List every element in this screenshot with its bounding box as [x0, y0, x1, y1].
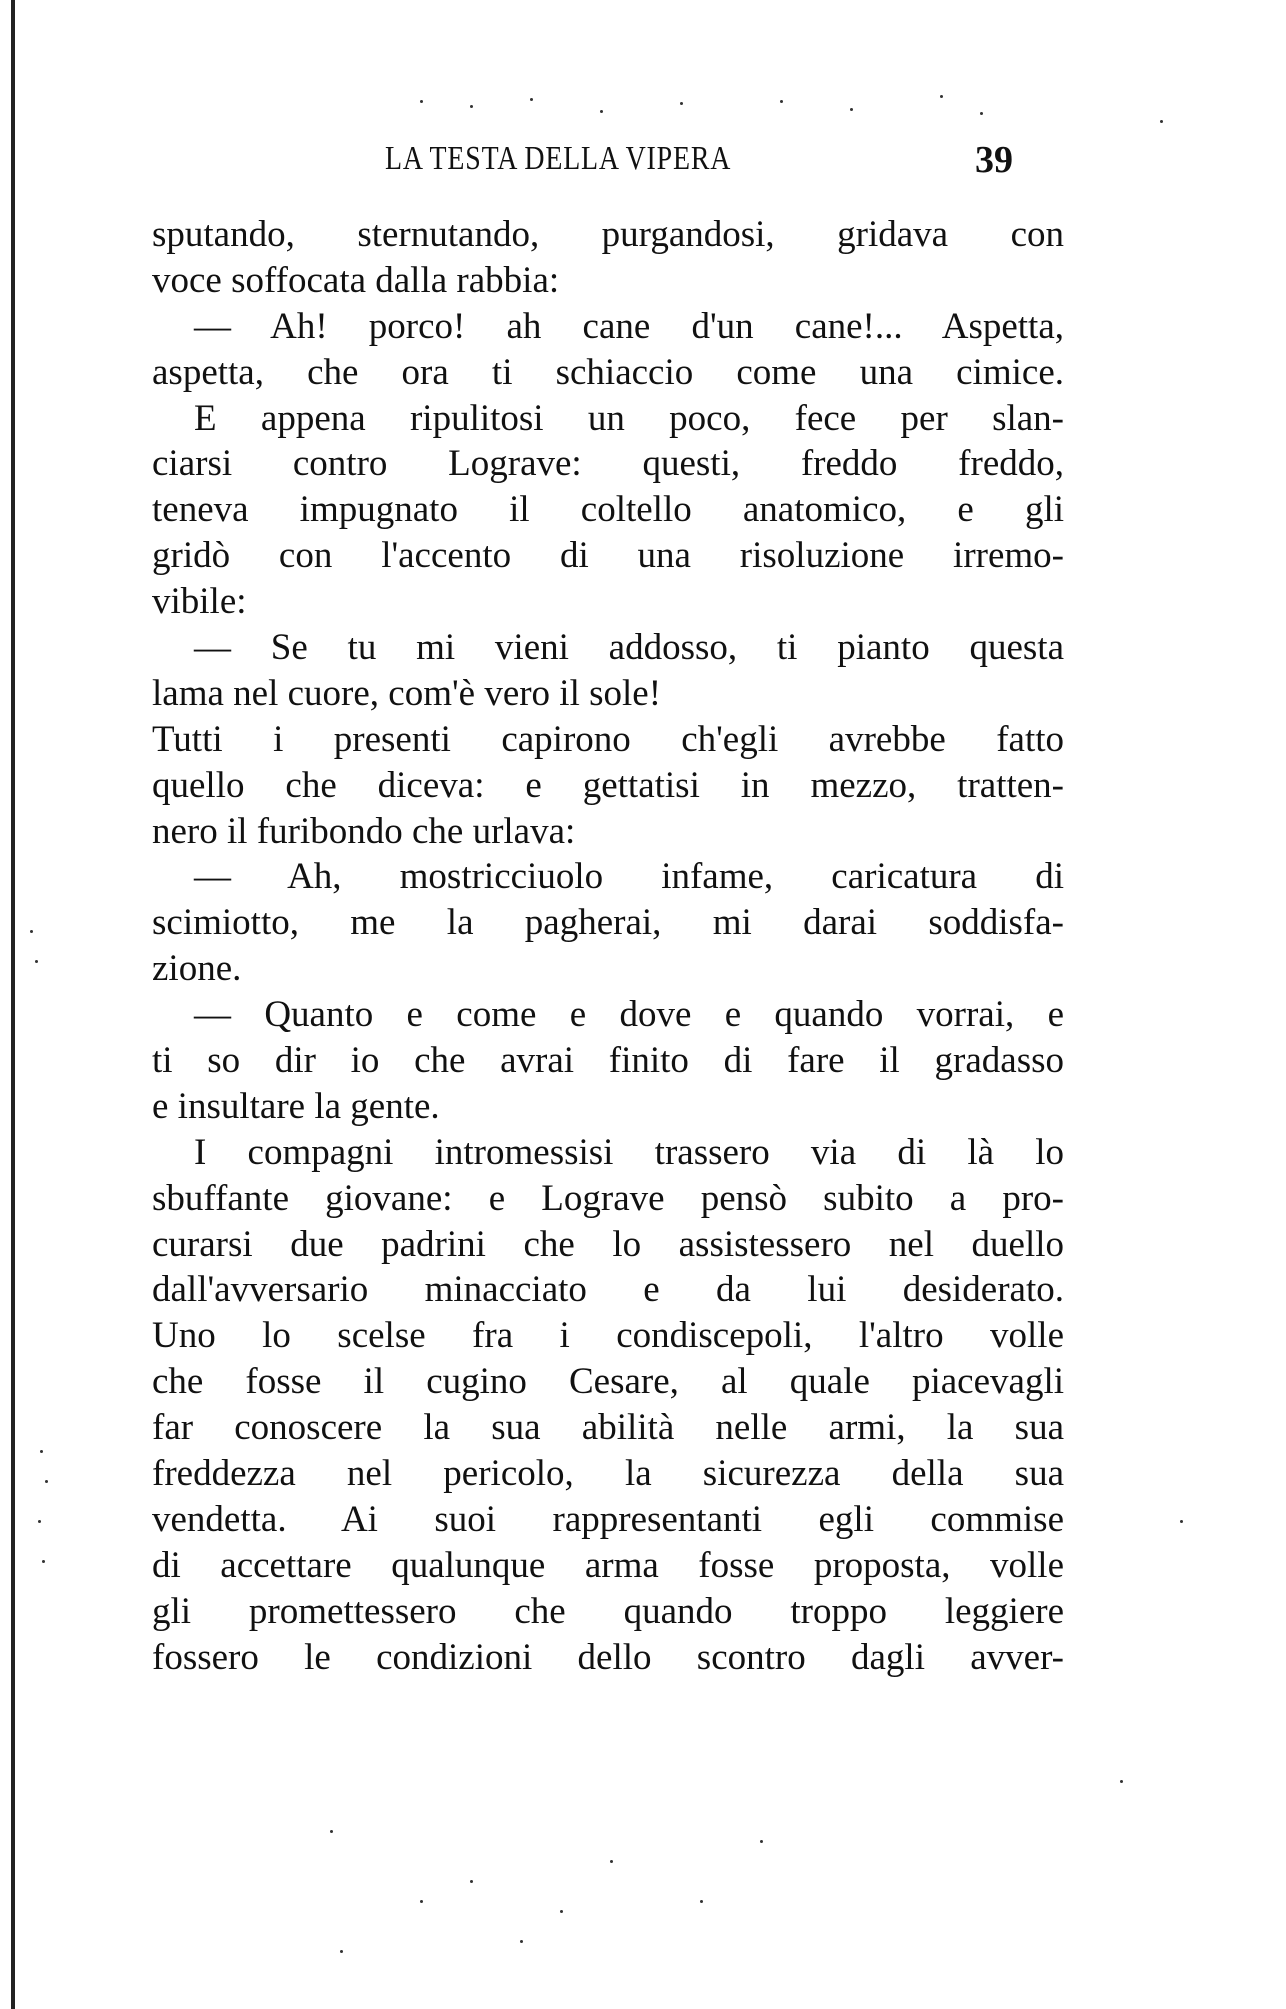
text-line: far conoscere la sua abilità nelle armi, la sua — [152, 1407, 1064, 1449]
text-line: — Quanto e come e dove e quando vorrai, e — [194, 994, 1064, 1036]
text-line: zione. — [152, 948, 242, 990]
speck — [420, 100, 423, 103]
speck — [780, 100, 783, 103]
speck — [520, 1940, 523, 1943]
text-line: aspetta, che ora ti schiaccio come una cimice. — [152, 351, 1064, 393]
text-line: teneva impugnato il coltello anatomico, e gli — [152, 489, 1064, 531]
text-line: freddezza nel pericolo, la sicurezza della sua — [152, 1453, 1064, 1495]
text-line: fossero le condizioni dello scontro dagli avver- — [152, 1636, 1064, 1678]
speck — [35, 960, 38, 963]
text-line: e insultare la gente. — [152, 1085, 440, 1127]
speck — [42, 1560, 45, 1563]
body-text — [152, 212, 1064, 1681]
speck — [1120, 1780, 1123, 1783]
text-line: Tutti i presenti capirono ch'egli avrebbe fatto — [152, 718, 1064, 760]
text-line: I compagni intromessisi trassero via di là lo — [194, 1131, 1064, 1173]
page-number: 39 — [975, 139, 1013, 181]
text-line: di accettare qualunque arma fosse proposta, volle — [152, 1544, 1064, 1586]
text-line: voce soffocata dalla rabbia: — [152, 259, 560, 301]
speck — [680, 102, 683, 105]
speck — [38, 1520, 41, 1523]
text-line: scimiotto, me la pagherai, mi darai soddisfa- — [152, 902, 1064, 944]
text-line: dall'avversario minacciato e da lui desiderato. — [152, 1269, 1064, 1311]
text-line: — Se tu mi vieni addosso, ti pianto questa — [194, 627, 1064, 669]
speck — [530, 98, 533, 101]
text-line: — Ah! porco! ah cane d'un cane!... Aspetta, — [194, 305, 1064, 347]
speck — [980, 112, 983, 115]
speck — [30, 930, 33, 933]
text-line: sputando, sternutando, purgandosi, gridava con — [152, 214, 1064, 255]
speck — [40, 1450, 43, 1453]
speck — [1160, 120, 1163, 123]
text-line: che fosse il cugino Cesare, al quale piacevagli — [152, 1361, 1064, 1403]
speck — [420, 1900, 423, 1903]
text-line: — Ah, mostricciuolo infame, caricatura di — [194, 856, 1064, 898]
scan-page-edge — [11, 0, 15, 2009]
speck — [940, 95, 943, 98]
speck — [45, 1480, 48, 1483]
speck — [850, 108, 853, 111]
text-line: vendetta. Ai suoi rappresentanti egli commise — [152, 1498, 1064, 1540]
speck — [610, 1860, 613, 1863]
text-line: gridò con l'accento di una risoluzione irremo- — [152, 535, 1064, 577]
text-line: sbuffante giovane: e Lograve pensò subito a pro- — [152, 1177, 1064, 1219]
speck — [470, 105, 473, 108]
text-line: E appena ripulitosi un poco, fece per slan- — [194, 397, 1064, 439]
speck — [560, 1910, 563, 1913]
text-line: Uno lo scelse fra i condiscepoli, l'altro volle — [152, 1315, 1064, 1357]
text-line: gli promettessero che quando troppo leggiere — [152, 1590, 1064, 1632]
speck — [600, 110, 603, 113]
page-header — [0, 140, 1286, 190]
speck — [700, 1900, 703, 1903]
text-line: ciarsi contro Lograve: questi, freddo freddo, — [152, 443, 1064, 485]
speck — [760, 1840, 763, 1843]
speck — [330, 1830, 333, 1833]
running-title: LA TESTA DELLA VIPERA — [385, 140, 732, 177]
speck — [470, 1880, 473, 1883]
speck — [340, 1950, 343, 1953]
text-line: quello che diceva: e gettatisi in mezzo, tratten- — [152, 764, 1064, 806]
text-line: vibile: — [152, 581, 247, 623]
text-line: curarsi due padrini che lo assistessero nel duello — [152, 1223, 1064, 1265]
speck — [1180, 1520, 1183, 1523]
text-line: ti so dir io che avrai finito di fare il gradasso — [152, 1040, 1064, 1082]
text-line: nero il furibondo che urlava: — [152, 810, 576, 852]
text-line: lama nel cuore, com'è vero il sole! — [152, 672, 662, 714]
